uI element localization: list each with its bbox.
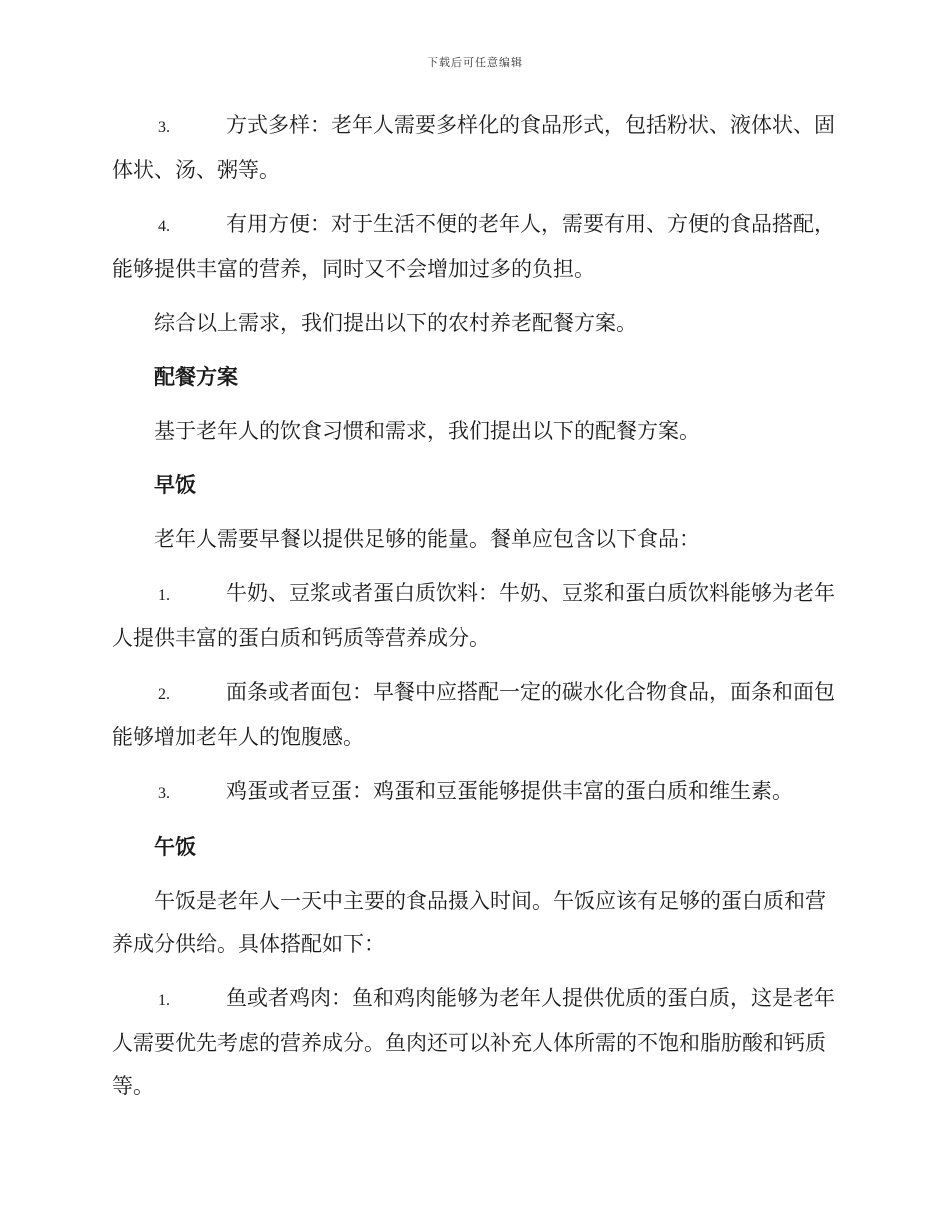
plan-intro-paragraph: 基于老年人的饮食习惯和需求，我们提出以下的配餐方案。: [154, 419, 700, 443]
lunch-intro-paragraph: 午饭是老年人一天中主要的食品摄入时间。午饭应该有足够的蛋白质和营养成分供给。具体搭配如下：: [112, 889, 826, 956]
list-number: 3.: [158, 785, 170, 802]
list-number: 3.: [158, 119, 170, 136]
list-item-text: 有用方便：对于生活不便的老年人，需要有用、方便的食品搭配，能够提供丰富的营养，同时又不会增加过多的负担。: [112, 212, 835, 281]
document-body: [112, 104, 836, 1119]
list-item: [112, 977, 836, 1108]
list-number: 1.: [158, 587, 170, 604]
summary-paragraph: 综合以上需求，我们提出以下的农村养老配餐方案。: [154, 311, 637, 335]
list-number: 1.: [158, 992, 170, 1009]
list-item-text: 牛奶、豆浆或者蛋白质饮料：牛奶、豆浆和蛋白质饮料能够为老年人提供丰富的蛋白质和钙质等营养成分。: [112, 581, 835, 650]
list-item: [112, 770, 836, 815]
list-number: 4.: [158, 218, 170, 235]
list-item-text: 鸡蛋或者豆蛋：鸡蛋和豆蛋能够提供丰富的蛋白质和维生素。: [226, 779, 793, 803]
list-item: [112, 104, 836, 192]
list-number: 2.: [158, 686, 170, 703]
page-header-note: 下载后可任意编辑: [427, 56, 523, 69]
list-item: [112, 671, 836, 759]
section-heading-lunch: 午饭: [154, 835, 196, 859]
list-item-text: 鱼或者鸡肉：鱼和鸡肉能够为老年人提供优质的蛋白质，这是老年人需要优先考虑的营养成分。鱼肉还可以补充人体所需的不饱和脂肪酸和钙质等。: [112, 986, 835, 1098]
list-item-text: 方式多样：老年人需要多样化的食品形式，包括粉状、液体状、固体状、汤、粥等。: [112, 113, 835, 182]
section-heading-plan: 配餐方案: [154, 365, 238, 389]
list-item: [112, 203, 836, 291]
list-item-text: 面条或者面包：早餐中应搭配一定的碳水化合物食品，面条和面包能够增加老年人的饱腹感。: [112, 680, 835, 749]
section-heading-breakfast: 早饭: [154, 473, 196, 497]
breakfast-intro-paragraph: 老年人需要早餐以提供足够的能量。餐单应包含以下食品：: [154, 527, 700, 551]
list-item: [112, 572, 836, 660]
